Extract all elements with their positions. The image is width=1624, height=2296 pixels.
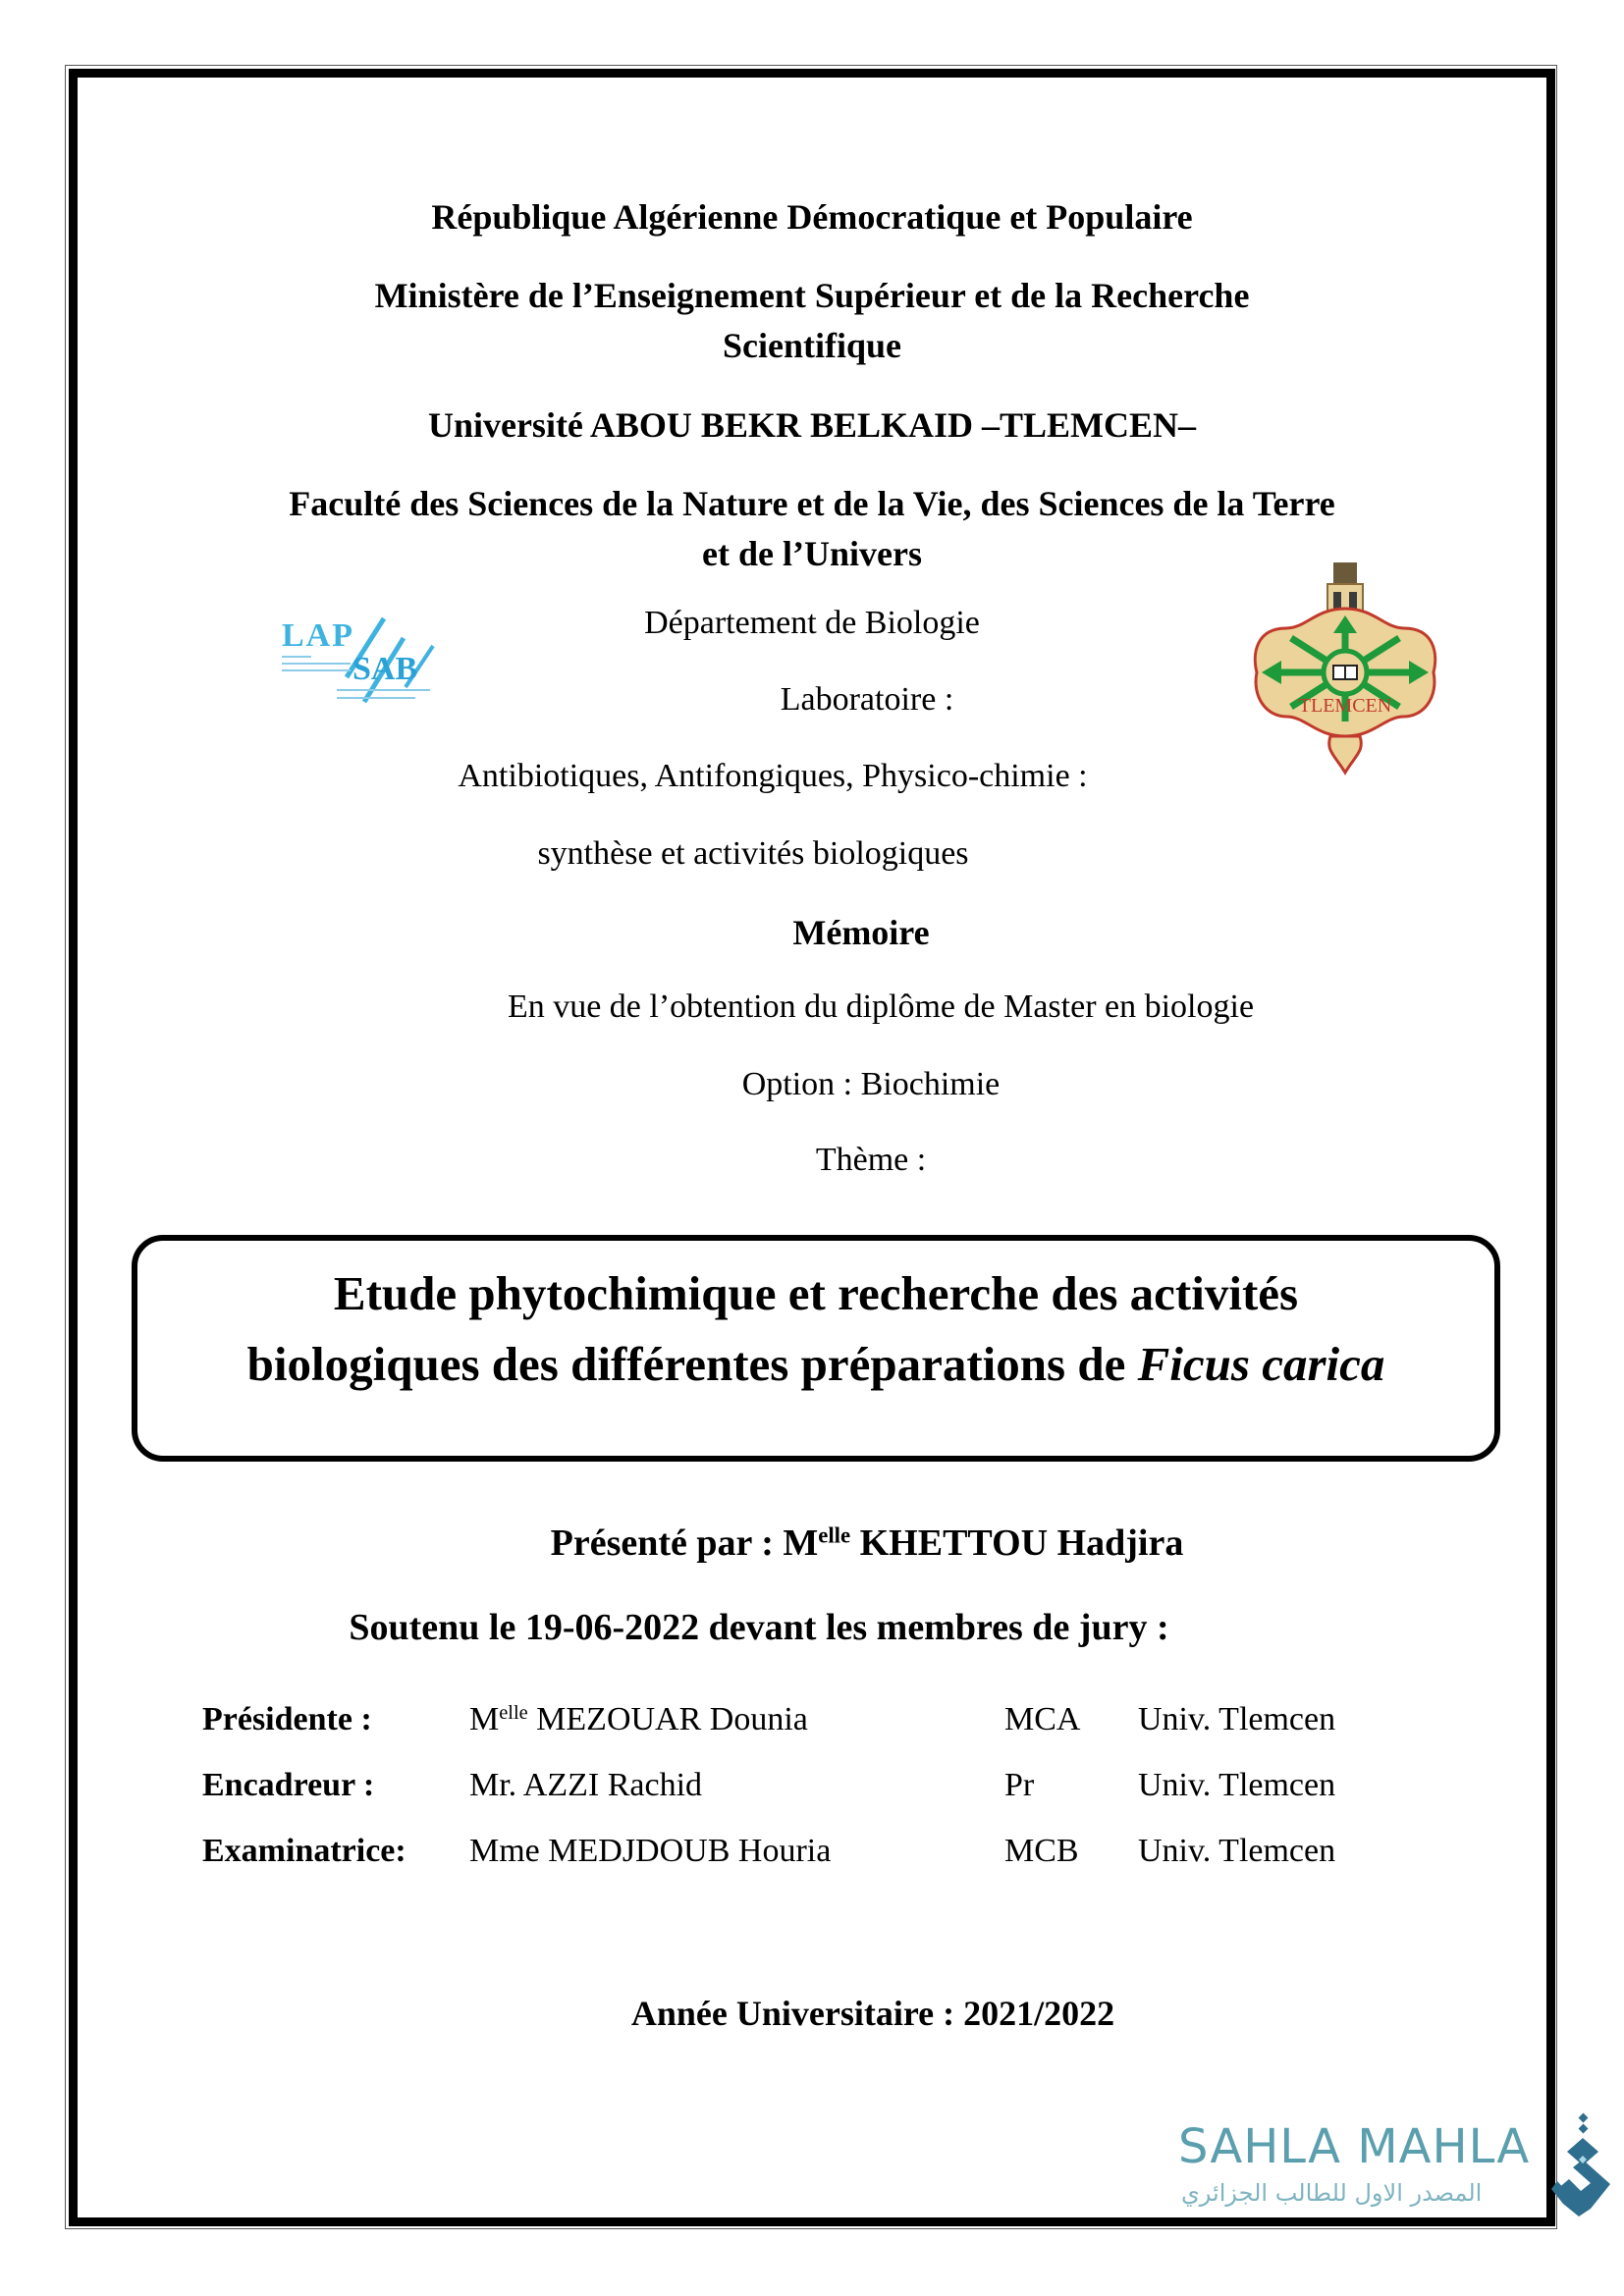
memoire-purpose: En vue de l’obtention du diplôme de Master en biologie [507, 988, 1255, 1025]
department-label: Département de Biologie [644, 605, 980, 641]
presenter-name: KHETTOU Hadjira [850, 1522, 1184, 1564]
jury-institution: Univ. Tlemcen [1138, 1701, 1336, 1737]
presenter-line [55, 1522, 1624, 1565]
faculty-heading-line1: Faculté des Sciences de la Nature et de la Vie, des Sciences de la Terre [289, 484, 1335, 523]
watermark-brand: SAHLA MAHLA [1178, 2119, 1531, 2174]
jury-grade: Pr [1004, 1767, 1035, 1803]
defense-line: Soutenu le 19-06-2022 devant les membres de jury : [349, 1607, 1169, 1648]
species-name: Ficus carica [1137, 1337, 1385, 1391]
jury-row-president [0, 1701, 1624, 1744]
memoire-heading: Mémoire [792, 913, 930, 952]
ministry-heading-line2: Scientifique [722, 326, 901, 365]
lab-name-line1: Antibiotiques, Antifongiques, Physico-chimie : [458, 758, 1088, 794]
jury-grade: MCA [1004, 1701, 1081, 1737]
memoire-option: Option : Biochimie [741, 1066, 1001, 1102]
jury-institution: Univ. Tlemcen [1138, 1767, 1336, 1803]
thesis-title-line2 [132, 1329, 1500, 1400]
jury-row-supervisor [0, 1767, 1624, 1810]
lab-name-line2: synthèse et activités biologiques [537, 835, 969, 872]
jury-role: Encadreur : [202, 1767, 375, 1803]
jury-row-examiner [0, 1833, 1624, 1876]
faculty-heading-line2: et de l’Univers [702, 534, 922, 573]
jury-name [469, 1701, 808, 1738]
jury-grade: MCB [1004, 1833, 1079, 1869]
republic-heading: République Algérienne Démocratique et Populaire [431, 197, 1193, 237]
university-emblem-logo [1247, 555, 1443, 775]
presenter-label: Présenté par : M [550, 1522, 819, 1564]
presenter-title-sup: elle [818, 1522, 851, 1548]
jury-role: Examinatrice: [202, 1833, 406, 1869]
watermark-logo-icon [1551, 2110, 1620, 2223]
jury-name: Mr. AZZI Rachid [469, 1767, 703, 1803]
jury-name: Mme MEDJDOUB Houria [469, 1833, 832, 1869]
svg-text:LAP: LAP [282, 617, 354, 654]
lab-label: Laboratoire : [780, 681, 954, 718]
watermark-tagline: المصدر الاول للطالب الجزائري [1181, 2179, 1483, 2207]
jury-institution: Univ. Tlemcen [1138, 1833, 1336, 1869]
jury-name-prefix: M [469, 1701, 500, 1737]
university-heading: Université ABOU BEKR BELKAID –TLEMCEN– [427, 405, 1197, 445]
thesis-title-line2-text: biologiques des différentes préparations de [246, 1337, 1138, 1391]
ministry-heading-line1: Ministère de l’Enseignement Supérieur et de la Recherche [374, 276, 1250, 315]
thesis-title [132, 1258, 1500, 1400]
academic-year: Année Universitaire : 2021/2022 [630, 1994, 1115, 2033]
thesis-title-line1: Etude phytochimique et recherche des activités [333, 1266, 1299, 1320]
svg-text:TLEMCEN: TLEMCEN [1298, 695, 1392, 717]
jury-name-text: MEZOUAR Dounia [527, 1701, 808, 1737]
jury-role: Présidente : [202, 1701, 372, 1737]
memoire-theme-label: Thème : [815, 1142, 927, 1178]
jury-name-sup: elle [499, 1701, 528, 1724]
svg-text:SAB: SAB [352, 651, 418, 687]
